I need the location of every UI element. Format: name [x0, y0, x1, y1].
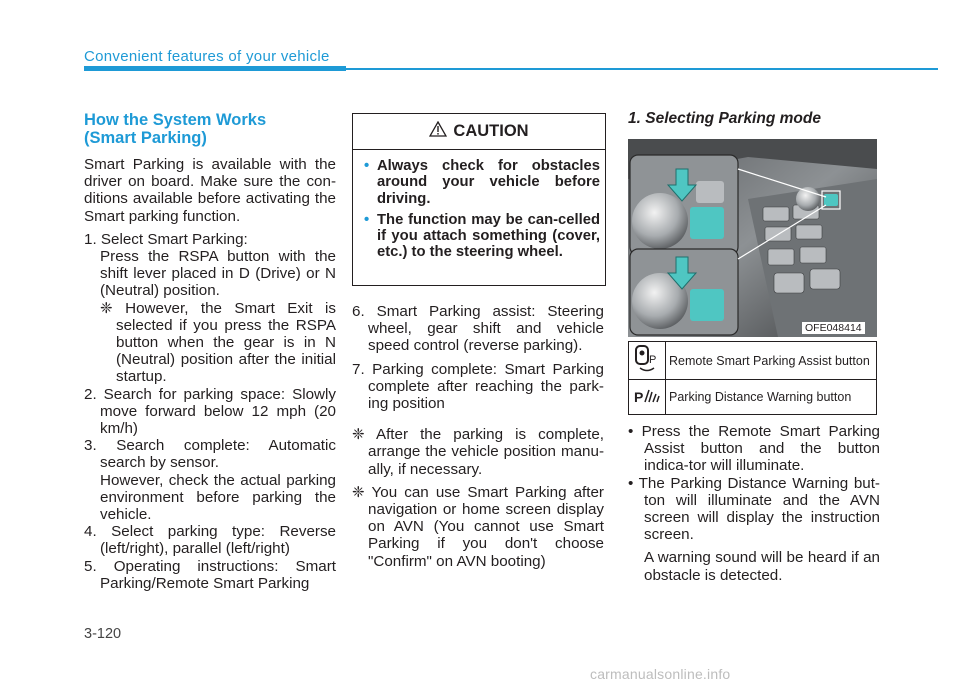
section-heading [84, 111, 336, 147]
step-1-detail: Press the RSPA button with the shift lever placed in D (Drive) or N (Neutral) position. [100, 248, 336, 300]
caution-item [365, 158, 600, 207]
bullet-remote-smart-parking: • Press the Remote Smart Parking Assist button and the button indica-tor will illuminate. [628, 423, 880, 475]
parking-distance-warning-icon [629, 380, 666, 415]
step-1-note: ❈ However, the Smart Exit is selected if you press the RSPA button when the gear is in N (Neutral) position after the initial startup. [100, 299, 336, 386]
warning-triangle-icon [429, 121, 447, 137]
column-1 [84, 111, 336, 592]
step-7: 7. Parking complete: Smart Parking complete after reaching the park-ing position [352, 360, 604, 413]
heading-line-2: (Smart Parking) [84, 129, 207, 147]
column-2 [352, 303, 604, 570]
header-rule [84, 68, 938, 70]
column-3 [628, 423, 880, 584]
console-photo [628, 139, 877, 337]
note-avn: ❈ You can use Smart Parking after navigation or home screen display on AVN (You cannot use Smart Parking if you don't choose "Confirm" on AVN booting) [352, 483, 604, 570]
table-row [629, 380, 877, 415]
page-number: 3-120 [84, 626, 122, 642]
caution-body [353, 150, 605, 261]
bullet-parking-distance: • The Parking Distance Warning but-ton will illuminate and the AVN screen will display the instruction screen. [628, 474, 880, 544]
heading-line-1: How the System Works [84, 111, 267, 129]
button-label: Remote Smart Parking Assist button [666, 342, 877, 380]
bullet-icon: • [364, 211, 370, 228]
caution-header [353, 114, 605, 150]
button-label: Parking Distance Warning button [666, 380, 877, 415]
bullet-icon: • [364, 158, 370, 174]
intro-paragraph: Smart Parking is available with the driver on board. Make sure the con-ditions available before activating the Smart parking function. [84, 156, 336, 225]
section-title: Convenient features of your vehicle [84, 48, 330, 65]
caution-item-text: The function may be can-celled if you attach something (cover, etc.) to the steering wheel. [377, 211, 600, 261]
button-legend-table [628, 341, 877, 415]
bullet-parking-distance-detail: A warning sound will be heard if an obstacle is detected. [644, 549, 880, 584]
subsection-title: 1. Selecting Parking mode [628, 110, 821, 127]
step-2: 2. Search for parking space: Slowly move forward below 12 mph (20 km/h) [84, 385, 336, 438]
step-3: 3. Search complete: Automatic search by sensor. [84, 437, 336, 472]
caution-title: CAUTION [453, 122, 529, 140]
note-after-parking: ❈ After the parking is complete, arrange the vehicle position manu-ally, if necessary. [352, 426, 604, 478]
svg-text:P: P [634, 388, 644, 405]
step-5: 5. Operating instructions: Smart Parking/Remote Smart Parking [84, 557, 336, 592]
caution-item-text: Always check for obstacles around your vehicle before driving. [377, 158, 600, 207]
table-row [629, 342, 877, 380]
step-1: 1. Select Smart Parking: [84, 230, 248, 248]
step-3-detail: However, check the actual parking environment before parking the vehicle. [100, 471, 336, 524]
step-4: 4. Select parking type: Reverse (left/right), parallel (left/right) [84, 523, 336, 558]
image-code: OFE048414 [802, 322, 865, 334]
watermark: carmanualsonline.info [590, 666, 731, 682]
remote-smart-parking-icon [629, 342, 666, 380]
center-console-illustration [628, 139, 877, 337]
step-6: 6. Smart Parking assist: Steering wheel, gear shift and vehicle speed control (reverse parking). [352, 303, 604, 355]
svg-text:P: P [649, 354, 657, 366]
caution-item [365, 212, 600, 261]
caution-box [352, 113, 606, 286]
